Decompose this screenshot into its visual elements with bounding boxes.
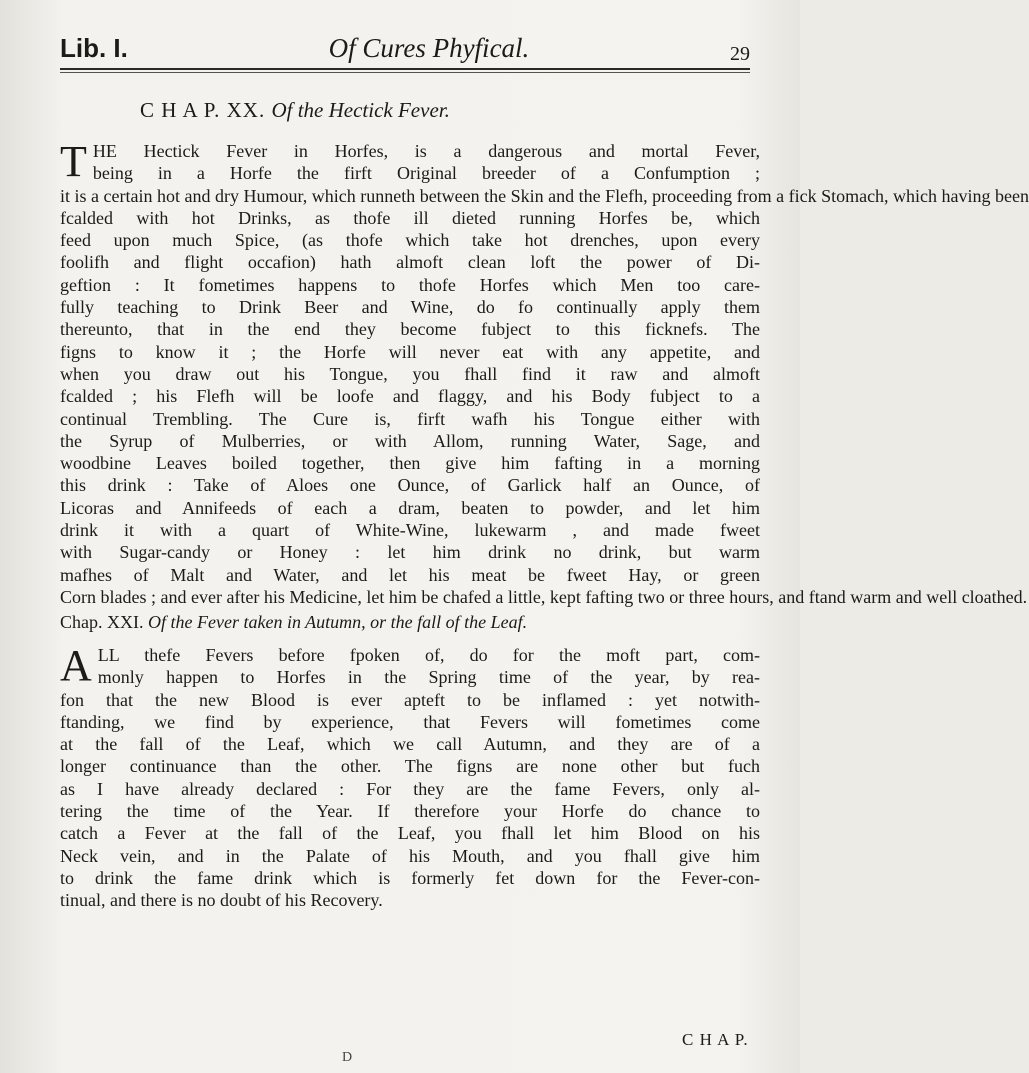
signature-mark: D	[342, 1050, 353, 1065]
text-line: drink it with a quart of White-Wine, lukewarm , and made fweet	[60, 520, 760, 541]
text-line: monly happen to Horfes in the Spring time of the year, by rea-	[97, 667, 760, 688]
running-title: Of Cures Phyfical.	[328, 33, 530, 63]
text-line: foolifh and flight occafion) hath almoft clean loft the power of Di-	[60, 252, 760, 273]
text-line: woodbine Leaves boiled together, then give him fafting in a morning	[60, 453, 760, 474]
text-line: geftion : It fometimes happens to thofe Horfes which Men too care-	[60, 274, 760, 295]
text-line: fon that the new Blood is ever apteft to be inflamed : yet notwith-	[60, 689, 760, 710]
text-line: with Sugar-candy or Honey : let him drink no drink, but warm	[60, 542, 760, 563]
text-line: Neck vein, and in the Palate of his Mouth, and you fhall give him	[60, 845, 760, 866]
chapter-number-2: Chap. XXI.	[60, 612, 144, 632]
text-line: this drink : Take of Aloes one Ounce, of Garlick half an Ounce, of	[60, 475, 760, 496]
drop-cap-2: A	[60, 641, 92, 690]
chapter-body-2	[60, 641, 760, 912]
text-line: it is a certain hot and dry Humour, which runneth between the Skin and the Flefh, proceeding from a fick Stomach, which having been	[60, 185, 1029, 206]
text-line: to drink the fame drink which is formerly fet down for the Fever-con-	[60, 867, 760, 888]
text-line: catch a Fever at the fall of the Leaf, you fhall let him Blood on his	[60, 823, 760, 844]
text-line: figns to know it ; the Horfe will never eat with any appetite, and	[60, 341, 760, 362]
text-line: fully teaching to Drink Beer and Wine, do fo continually apply them	[60, 297, 760, 318]
header-rule	[60, 72, 750, 73]
text-line: thereunto, that in the end they become fubject to this ficknefs. The	[60, 319, 760, 340]
running-header	[60, 28, 750, 70]
text-line: mafhes of Malt and Water, and let his meat be fweet Hay, or green	[60, 564, 760, 585]
text-line: tering the time of the Year. If therefore your Horfe do chance to	[60, 801, 760, 822]
chapter-number: C H A P. XX.	[140, 98, 266, 122]
text-line: longer continuance than the other. The figns are none other but fuch	[60, 756, 760, 777]
catchword: C H A P.	[682, 1030, 749, 1049]
text-line: when you draw out his Tongue, you fhall find it raw and almoft	[60, 363, 760, 384]
text-line: tinual, and there is no doubt of his Recovery.	[60, 890, 383, 911]
book-label: Lib. I.	[60, 33, 128, 63]
text-line: continual Trembling. The Cure is, firft wafh his Tongue either with	[60, 408, 760, 429]
chapter-title: Of the Hectick Fever.	[271, 98, 450, 122]
text-line: at the fall of the Leaf, which we call Autumn, and they are of a	[60, 734, 760, 755]
page-number: 29	[730, 43, 750, 65]
text-line: feed upon much Spice, (as thofe which take hot drenches, upon every	[60, 230, 760, 251]
text-line: ftanding, we find by experience, that Fevers will fometimes come	[60, 711, 760, 732]
chapter-body	[60, 137, 1029, 608]
text-line: fcalded with hot Drinks, as thofe ill dieted running Horfes be, which	[60, 207, 760, 228]
text-line: LL thefe Fevers before fpoken of, do for the moft part, com-	[97, 645, 760, 665]
text-line: HE Hectick Fever in Horfes, is a dangerous and mortal Fever,	[92, 141, 760, 161]
text-line: fcalded ; his Flefh will be loofe and flaggy, and his Body fubject to a	[60, 386, 760, 407]
drop-cap: T	[60, 137, 87, 186]
text-line: Licoras and Annifeeds of each a dram, beaten to powder, and let him	[60, 497, 760, 518]
chapter-heading-2	[60, 612, 760, 633]
text-line: as I have already declared : For they are the fame Fevers, only al-	[60, 778, 760, 799]
chapter-title-2: Of the Fever taken in Autumn, or the fall of the Leaf.	[148, 612, 528, 632]
text-line: the Syrup of Mulberries, or with Allom, running Water, Sage, and	[60, 430, 760, 451]
chapter-heading	[140, 98, 450, 123]
text-line: being in a Horfe the firft Original breeder of a Confumption ;	[92, 163, 760, 184]
text-line: Corn blades ; and ever after his Medicine, let him be chafed a little, kept fafting two or three hours, and ftand warm and well cloathed.	[60, 586, 1028, 607]
